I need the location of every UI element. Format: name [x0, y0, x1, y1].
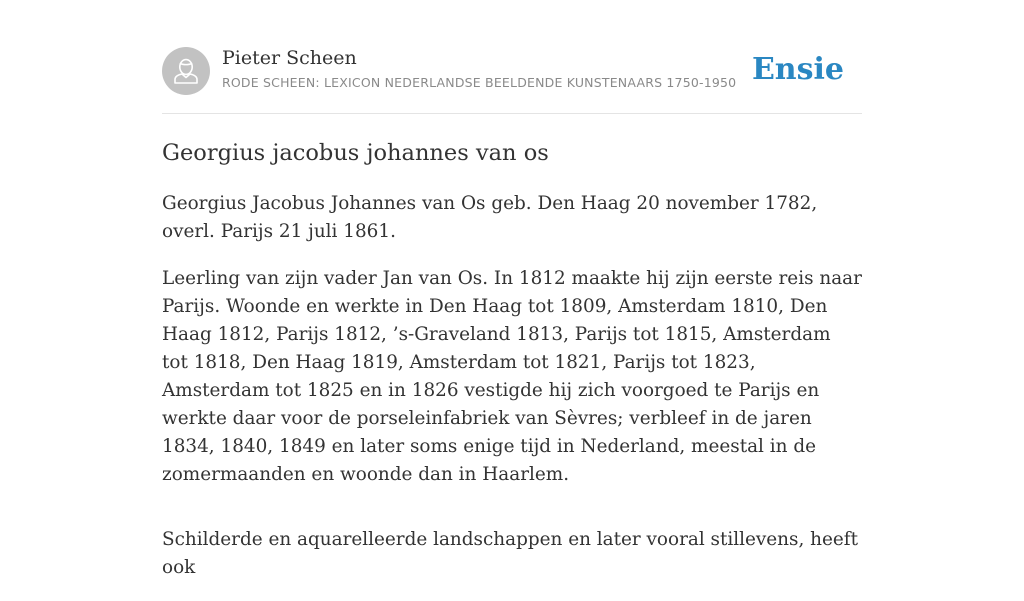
article-paragraph-3: Schilderde en aquarelleerde landschappen en later vooral stillevens, heeft ook: [162, 529, 858, 578]
article-body: [162, 190, 862, 601]
article-paragraph-2: Leerling van zijn vader Jan van Os. In 1812 maakte hij zijn eerste reis naar Parijs. Woonde en werkte in Den Haag tot 1809, Amsterdam 1810, Den Haag 1812, Parijs 1812, ’s-Graveland 1813, Parijs tot 1815, Amsterdam tot 1818, Den Haag 1819, Amsterdam tot 1821, Parijs tot 1823, Amsterdam tot 1825 en in 1826 vestigde hij zich voorgoed te Parijs en werkte daar voor de porseleinfabriek van Sèvres; verbleef in de jaren 1834, 1840, 1849 en later soms enige tijd in Nederland, meestal in de zomermaanden en woonde dan in Haarlem.: [162, 268, 862, 485]
article-title: Georgius jacobus johannes van os: [162, 140, 549, 166]
article-paragraph-1: Georgius Jacobus Johannes van Os geb. Den Haag 20 november 1782, overl. Parijs 21 juli 1861.: [162, 193, 818, 242]
person-outline-icon: [162, 47, 210, 95]
source-title[interactable]: RODE SCHEEN: LEXICON NEDERLANDSE BEELDENDE KUNSTENAARS 1750-1950: [222, 75, 737, 90]
page: [162, 0, 862, 578]
ensie-logo[interactable]: Ensie: [751, 52, 844, 87]
author-name-link[interactable]: Pieter Scheen: [222, 47, 357, 69]
user-avatar-icon[interactable]: [162, 47, 210, 95]
article-header: [162, 0, 862, 114]
